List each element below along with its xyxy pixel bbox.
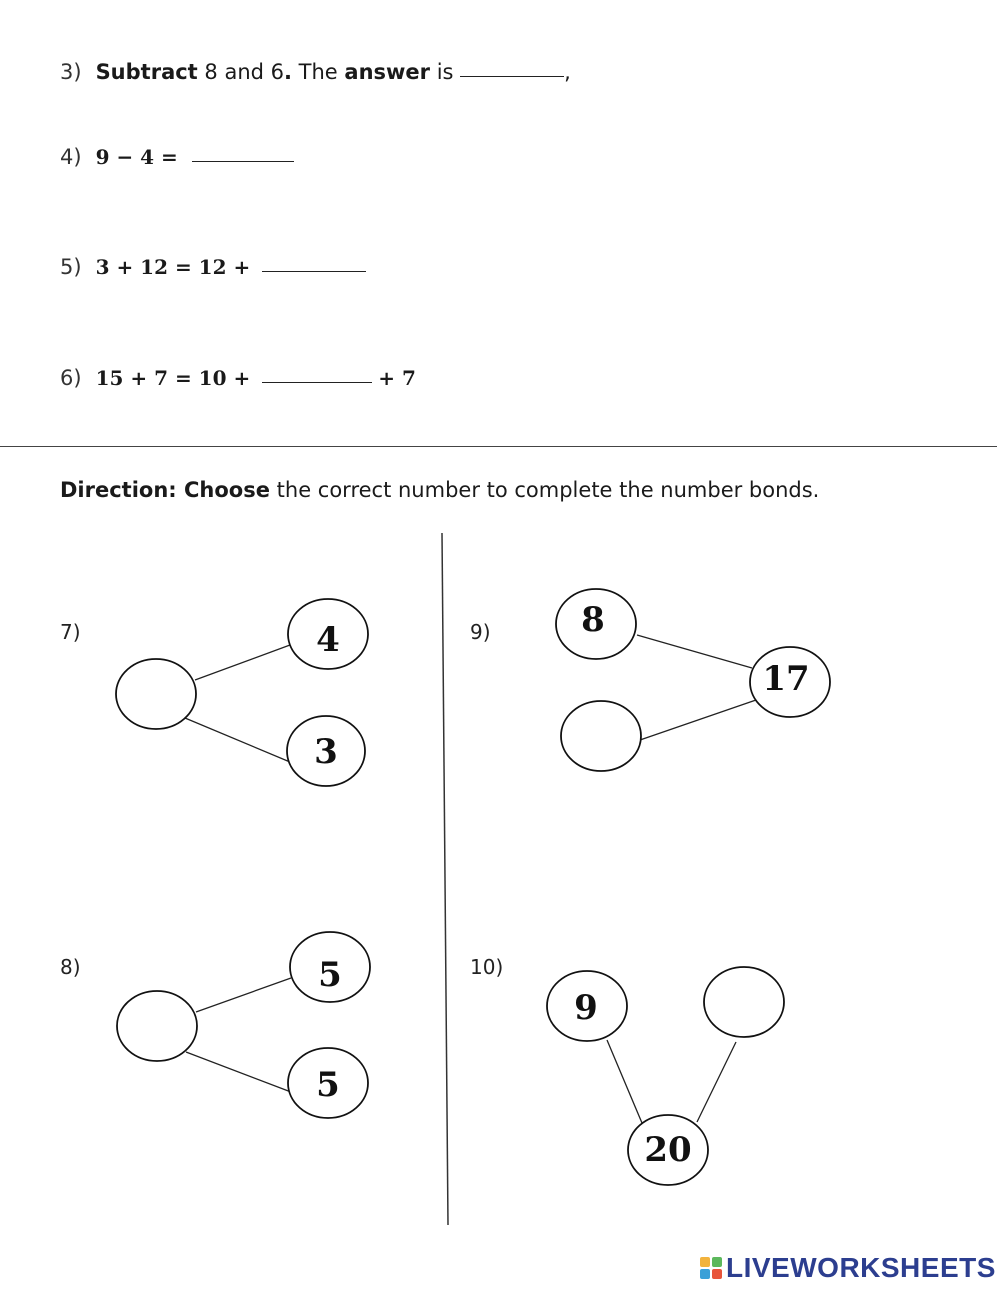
direction-bold: Direction: Choose — [60, 478, 270, 502]
bold-word: Subtract — [95, 60, 198, 84]
bold-word: answer — [344, 60, 431, 84]
bond-10-whole-value: 20 — [644, 1130, 692, 1170]
bond-7-connector-bottom — [185, 718, 290, 762]
bond-9-part2-circle[interactable] — [561, 701, 641, 771]
question-number: 4) — [60, 145, 82, 169]
bond-10-label: 10) — [470, 955, 504, 979]
bond-8-connector-bottom — [186, 1052, 291, 1092]
question-number: 3) — [60, 60, 82, 84]
bold-word: . — [284, 60, 292, 84]
bond-7-connector-top — [195, 645, 290, 680]
text-segment: The — [291, 60, 345, 84]
bond-8-part2-value: 5 — [316, 1065, 340, 1105]
bond-7-whole-circle[interactable] — [116, 659, 196, 729]
bond-7-part2-value: 3 — [314, 732, 338, 772]
bond-7-part1-value: 4 — [316, 620, 340, 660]
bond-8-label: 8) — [60, 955, 81, 979]
equation: 15 + 7 = 10 + — [95, 366, 251, 390]
text-segment: 8 and 6 — [197, 60, 284, 84]
liveworksheets-logo — [700, 1252, 996, 1284]
text-segment: is — [430, 60, 461, 84]
bond-9-label: 9) — [470, 620, 491, 644]
question-number: 6) — [60, 366, 82, 390]
bond-10-connector-right — [697, 1042, 736, 1122]
direction-rest: the correct number to complete the number bonds. — [269, 478, 820, 502]
logo-text: LIVEWORKSHEETS — [726, 1252, 996, 1283]
bond-9-part1-value: 8 — [581, 600, 605, 640]
bond-10-part2-circle[interactable] — [704, 967, 784, 1037]
bond-8-connector-top — [196, 978, 291, 1012]
logo-cube — [700, 1269, 710, 1279]
bond-9-whole-value: 17 — [762, 659, 810, 699]
bond-7-label: 7) — [60, 620, 81, 644]
bond-8-whole-circle[interactable] — [117, 991, 197, 1061]
bond-9-connector-bottom — [640, 700, 756, 740]
equation: 9 − 4 = — [95, 145, 178, 169]
bond-9-connector-top — [637, 635, 752, 668]
question-number: 5) — [60, 255, 82, 279]
logo-cube — [712, 1269, 722, 1279]
bond-8-part1-value: 5 — [318, 955, 342, 995]
equation: 3 + 12 = 12 + — [95, 255, 251, 279]
logo-cube — [712, 1257, 722, 1267]
bond-10-connector-left — [607, 1040, 642, 1123]
equation-tail: + 7 — [378, 366, 416, 390]
logo-cube — [700, 1257, 710, 1267]
text-segment: , — [564, 60, 571, 84]
logo-cubes-icon — [700, 1257, 722, 1279]
bond-10-part1-value: 9 — [574, 988, 598, 1028]
